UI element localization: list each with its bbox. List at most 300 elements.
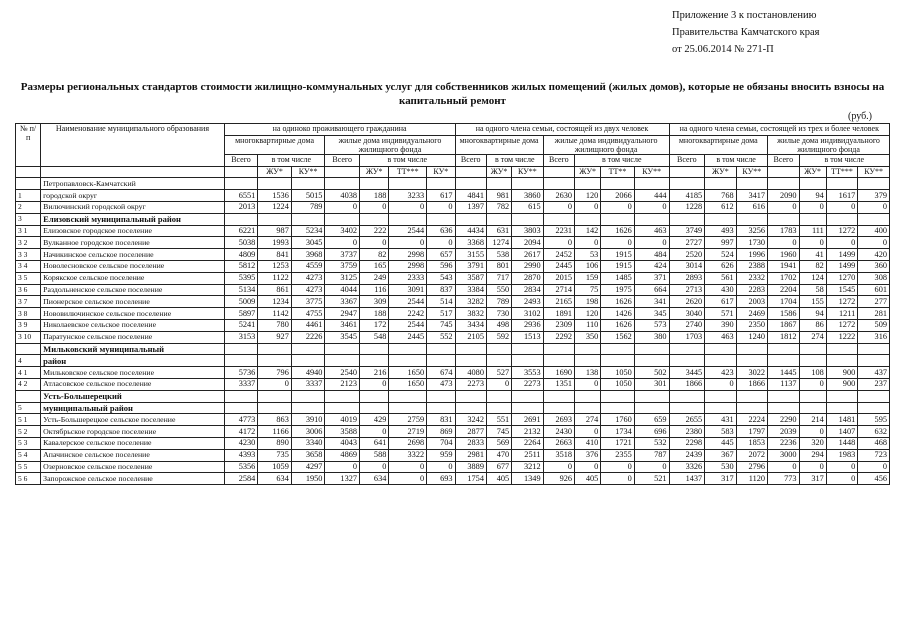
- value-cell: 5234: [291, 225, 325, 237]
- value-cell: [258, 390, 292, 402]
- municipality-name: Елизовский муниципальный район: [41, 213, 225, 225]
- value-cell: [826, 178, 857, 190]
- value-cell: 1960: [768, 249, 799, 261]
- value-cell: 1734: [601, 426, 635, 438]
- value-cell: 2039: [768, 426, 799, 438]
- value-cell: 0: [360, 461, 389, 473]
- value-cell: 4044: [325, 284, 360, 296]
- value-cell: 0: [543, 461, 574, 473]
- value-cell: 0: [389, 473, 427, 485]
- value-cell: 2714: [543, 284, 574, 296]
- value-cell: 0: [543, 237, 574, 249]
- value-cell: 1445: [768, 367, 799, 379]
- value-cell: 111: [799, 225, 826, 237]
- value-cell: 543: [427, 272, 455, 284]
- value-cell: 1397: [455, 201, 486, 213]
- value-cell: 4559: [291, 260, 325, 272]
- value-cell: 2947: [325, 308, 360, 320]
- value-cell: 5812: [224, 260, 258, 272]
- value-cell: 2090: [768, 190, 799, 202]
- value-cell: 4434: [455, 225, 486, 237]
- value-cell: 470: [486, 449, 511, 461]
- value-cell: 2544: [389, 319, 427, 331]
- value-cell: 538: [486, 249, 511, 261]
- value-cell: 981: [486, 190, 511, 202]
- value-cell: 2617: [512, 249, 543, 261]
- value-cell: [325, 390, 360, 402]
- value-cell: [799, 402, 826, 414]
- value-cell: 2893: [669, 272, 705, 284]
- value-cell: 1867: [768, 319, 799, 331]
- municipality-name: Начикинское сельское поселение: [41, 249, 225, 261]
- value-cell: 4809: [224, 249, 258, 261]
- table-row: [16, 355, 890, 367]
- value-cell: 5736: [224, 367, 258, 379]
- value-cell: 94: [799, 308, 826, 320]
- value-cell: 730: [486, 308, 511, 320]
- value-cell: [291, 178, 325, 190]
- value-cell: 379: [858, 190, 890, 202]
- header-incl: в том числе: [799, 154, 889, 166]
- value-cell: 1272: [826, 225, 857, 237]
- value-cell: [427, 343, 455, 355]
- value-cell: [360, 402, 389, 414]
- table-row: [16, 473, 890, 485]
- value-cell: 3000: [768, 449, 799, 461]
- header-apartments-1: многоквартирные дома: [224, 135, 325, 154]
- value-cell: 0: [601, 461, 635, 473]
- value-cell: 2719: [389, 426, 427, 438]
- value-cell: [826, 402, 857, 414]
- value-cell: 0: [601, 473, 635, 485]
- header-group-two: на одного члена семьи, состоящей из двух человек: [455, 124, 669, 136]
- value-cell: 2870: [512, 272, 543, 284]
- header-zhu: ЖУ*: [705, 166, 736, 178]
- value-cell: 1142: [258, 308, 292, 320]
- value-cell: 787: [634, 449, 669, 461]
- value-cell: 3658: [291, 449, 325, 461]
- value-cell: [575, 213, 601, 225]
- appendix-line-3: от 25.06.2014 № 271-П: [672, 44, 774, 55]
- municipality-name: Усть-Большерецкий: [41, 390, 225, 402]
- value-cell: 281: [858, 308, 890, 320]
- value-cell: 595: [858, 414, 890, 426]
- value-cell: 3759: [325, 260, 360, 272]
- value-cell: [858, 402, 890, 414]
- value-cell: 863: [258, 414, 292, 426]
- value-cell: 498: [486, 319, 511, 331]
- header-total: Всего: [325, 154, 360, 166]
- municipality-name: Паратунское сельское поселение: [41, 331, 225, 343]
- value-cell: [669, 213, 705, 225]
- value-cell: 0: [325, 461, 360, 473]
- value-cell: 165: [360, 260, 389, 272]
- municipality-name: Октябрьское городское поселение: [41, 426, 225, 438]
- value-cell: 0: [799, 237, 826, 249]
- value-cell: 4773: [224, 414, 258, 426]
- value-cell: 5395: [224, 272, 258, 284]
- value-cell: 583: [705, 426, 736, 438]
- value-cell: 110: [575, 319, 601, 331]
- table-row: [16, 201, 890, 213]
- value-cell: [258, 178, 292, 190]
- value-cell: 659: [634, 414, 669, 426]
- value-cell: 1211: [826, 308, 857, 320]
- value-cell: 249: [360, 272, 389, 284]
- table-row: [16, 237, 890, 249]
- value-cell: [291, 390, 325, 402]
- value-cell: [389, 343, 427, 355]
- value-cell: 1703: [669, 331, 705, 343]
- value-cell: 1234: [258, 296, 292, 308]
- value-cell: [325, 402, 360, 414]
- value-cell: 316: [858, 331, 890, 343]
- value-cell: 1120: [736, 473, 767, 485]
- value-cell: 2094: [512, 237, 543, 249]
- value-cell: 3417: [736, 190, 767, 202]
- value-cell: 997: [705, 237, 736, 249]
- value-cell: [389, 178, 427, 190]
- value-cell: [325, 178, 360, 190]
- value-cell: 612: [705, 201, 736, 213]
- value-cell: [768, 390, 799, 402]
- table-row: [16, 260, 890, 272]
- value-cell: 530: [705, 461, 736, 473]
- value-cell: 717: [486, 272, 511, 284]
- value-cell: 317: [705, 473, 736, 485]
- value-cell: 1783: [768, 225, 799, 237]
- value-cell: 0: [799, 426, 826, 438]
- value-cell: 456: [858, 473, 890, 485]
- value-cell: [669, 390, 705, 402]
- value-cell: [486, 402, 511, 414]
- value-cell: 360: [858, 260, 890, 272]
- row-number: 3 4: [16, 260, 41, 272]
- value-cell: [575, 402, 601, 414]
- value-cell: 1407: [826, 426, 857, 438]
- value-cell: [512, 343, 543, 355]
- value-cell: [768, 402, 799, 414]
- value-cell: [858, 390, 890, 402]
- value-cell: 1426: [601, 308, 635, 320]
- value-cell: 3367: [325, 296, 360, 308]
- value-cell: [543, 178, 574, 190]
- value-cell: 801: [486, 260, 511, 272]
- value-cell: [389, 390, 427, 402]
- value-cell: 1499: [826, 249, 857, 261]
- value-cell: 0: [360, 201, 389, 213]
- value-cell: 2544: [389, 225, 427, 237]
- value-cell: 2132: [512, 426, 543, 438]
- value-cell: 2298: [669, 437, 705, 449]
- value-cell: 693: [427, 473, 455, 485]
- value-cell: 1222: [826, 331, 857, 343]
- value-cell: 723: [858, 449, 890, 461]
- value-cell: 1975: [601, 284, 635, 296]
- value-cell: 3256: [736, 225, 767, 237]
- value-cell: 237: [858, 378, 890, 390]
- municipality-name: Усть-Большерецкое сельское поселение: [41, 414, 225, 426]
- value-cell: [705, 343, 736, 355]
- value-cell: 0: [826, 461, 857, 473]
- value-cell: [291, 402, 325, 414]
- value-cell: [601, 178, 635, 190]
- value-cell: 380: [634, 331, 669, 343]
- value-cell: [258, 213, 292, 225]
- value-cell: [736, 343, 767, 355]
- value-cell: 773: [768, 473, 799, 485]
- municipality-name: Нововилючинское сельское поселение: [41, 308, 225, 320]
- value-cell: [427, 178, 455, 190]
- value-cell: 869: [427, 426, 455, 438]
- header-blank: [455, 166, 486, 178]
- value-cell: 2105: [455, 331, 486, 343]
- value-cell: 0: [858, 237, 890, 249]
- value-cell: 588: [360, 449, 389, 461]
- value-cell: [512, 402, 543, 414]
- value-cell: 2224: [736, 414, 767, 426]
- value-cell: 2309: [543, 319, 574, 331]
- value-cell: 2273: [512, 378, 543, 390]
- value-cell: [455, 355, 486, 367]
- value-cell: 1812: [768, 331, 799, 343]
- value-cell: 437: [858, 367, 890, 379]
- table-row: [16, 308, 890, 320]
- value-cell: 400: [858, 225, 890, 237]
- value-cell: 789: [291, 201, 325, 213]
- value-cell: 926: [543, 473, 574, 485]
- value-cell: 5009: [224, 296, 258, 308]
- value-cell: [512, 178, 543, 190]
- value-cell: [768, 355, 799, 367]
- value-cell: 2727: [669, 237, 705, 249]
- municipality-name: район: [41, 355, 225, 367]
- value-cell: 569: [486, 437, 511, 449]
- value-cell: 2013: [224, 201, 258, 213]
- value-cell: 75: [575, 284, 601, 296]
- value-cell: 0: [360, 378, 389, 390]
- value-cell: 2713: [669, 284, 705, 296]
- table-row: [16, 426, 890, 438]
- value-cell: 0: [575, 201, 601, 213]
- value-cell: [634, 402, 669, 414]
- value-cell: 4273: [291, 272, 325, 284]
- table-row: [16, 449, 890, 461]
- value-cell: 2072: [736, 449, 767, 461]
- value-cell: 4185: [669, 190, 705, 202]
- value-cell: 4869: [325, 449, 360, 461]
- value-cell: [224, 178, 258, 190]
- row-number: 4: [16, 355, 41, 367]
- value-cell: 514: [427, 296, 455, 308]
- value-cell: 1702: [768, 272, 799, 284]
- value-cell: 4230: [224, 437, 258, 449]
- header-blank: [768, 166, 799, 178]
- value-cell: 1562: [601, 331, 635, 343]
- value-cell: 1754: [455, 473, 486, 485]
- value-cell: 0: [325, 237, 360, 249]
- value-cell: 0: [575, 461, 601, 473]
- value-cell: 1915: [601, 249, 635, 261]
- value-cell: 3340: [291, 437, 325, 449]
- value-cell: 463: [705, 331, 736, 343]
- row-number: 5 3: [16, 437, 41, 449]
- value-cell: 405: [486, 473, 511, 485]
- header-apartments-3: многоквартирные дома: [669, 135, 768, 154]
- value-cell: 3889: [455, 461, 486, 473]
- value-cell: 3326: [669, 461, 705, 473]
- value-cell: 0: [634, 237, 669, 249]
- value-cell: 430: [705, 284, 736, 296]
- value-cell: 159: [575, 272, 601, 284]
- row-number: 2: [16, 201, 41, 213]
- header-no: № п/п: [16, 124, 41, 167]
- value-cell: 616: [736, 201, 767, 213]
- header-ku: КУ**: [736, 166, 767, 178]
- value-cell: 320: [799, 437, 826, 449]
- value-cell: [325, 355, 360, 367]
- value-cell: 2493: [512, 296, 543, 308]
- value-cell: 3749: [669, 225, 705, 237]
- value-cell: 3518: [543, 449, 574, 461]
- value-cell: 900: [826, 378, 857, 390]
- table-row: [16, 390, 890, 402]
- row-number: 3 6: [16, 284, 41, 296]
- value-cell: 617: [427, 190, 455, 202]
- value-cell: 0: [799, 378, 826, 390]
- value-cell: 1996: [736, 249, 767, 261]
- value-cell: 3125: [325, 272, 360, 284]
- value-cell: 1351: [543, 378, 574, 390]
- value-cell: 551: [486, 414, 511, 426]
- value-cell: 120: [575, 308, 601, 320]
- value-cell: 1626: [601, 319, 635, 331]
- value-cell: 841: [258, 249, 292, 261]
- value-cell: 0: [360, 426, 389, 438]
- value-cell: 308: [858, 272, 890, 284]
- value-cell: 3384: [455, 284, 486, 296]
- value-cell: [360, 390, 389, 402]
- header-houses-2: жилые дома индивидуального жилищного фонда: [543, 135, 669, 154]
- value-cell: 3368: [455, 237, 486, 249]
- value-cell: 2439: [669, 449, 705, 461]
- value-cell: 552: [427, 331, 455, 343]
- row-number: 3: [16, 213, 41, 225]
- value-cell: [389, 402, 427, 414]
- header-zhu: ЖУ*: [486, 166, 511, 178]
- value-cell: [858, 355, 890, 367]
- value-cell: [705, 355, 736, 367]
- value-cell: [543, 402, 574, 414]
- row-number: 3 2: [16, 237, 41, 249]
- value-cell: 987: [258, 225, 292, 237]
- municipality-name: Вилючинский городской округ: [41, 201, 225, 213]
- row-number: 3 7: [16, 296, 41, 308]
- table-row: [16, 213, 890, 225]
- header-apartments-2: многоквартирные дома: [455, 135, 543, 154]
- value-cell: [427, 355, 455, 367]
- row-number: 4 1: [16, 367, 41, 379]
- value-cell: 2452: [543, 249, 574, 261]
- value-cell: 3434: [455, 319, 486, 331]
- appendix-line-2: Правительства Камчатского края: [672, 27, 820, 38]
- value-cell: 2655: [669, 414, 705, 426]
- header-total: Всего: [455, 154, 486, 166]
- header-group-single: на одиноко проживающего гражданина: [224, 124, 455, 136]
- value-cell: 2290: [768, 414, 799, 426]
- value-cell: [224, 213, 258, 225]
- value-cell: 222: [360, 225, 389, 237]
- row-number: [16, 343, 41, 355]
- value-cell: 3014: [669, 260, 705, 272]
- value-cell: 1797: [736, 426, 767, 438]
- value-cell: 2236: [768, 437, 799, 449]
- row-number: 1: [16, 190, 41, 202]
- value-cell: 0: [258, 378, 292, 390]
- value-cell: [543, 343, 574, 355]
- value-cell: 0: [858, 201, 890, 213]
- value-cell: 626: [705, 260, 736, 272]
- value-cell: 429: [360, 414, 389, 426]
- value-cell: 3832: [455, 308, 486, 320]
- appendix-line-1: Приложение 3 к постановлению: [672, 10, 817, 21]
- value-cell: 596: [427, 260, 455, 272]
- value-cell: 1272: [826, 296, 857, 308]
- header-total: Всего: [669, 154, 705, 166]
- value-cell: 1437: [669, 473, 705, 485]
- value-cell: 890: [258, 437, 292, 449]
- value-cell: 2015: [543, 272, 574, 284]
- value-cell: 782: [486, 201, 511, 213]
- value-cell: 2796: [736, 461, 767, 473]
- value-cell: 0: [601, 201, 635, 213]
- value-cell: 4038: [325, 190, 360, 202]
- header-houses-1: жилые дома индивидуального жилищного фонда: [325, 135, 455, 154]
- value-cell: 900: [826, 367, 857, 379]
- value-cell: 1122: [258, 272, 292, 284]
- value-cell: 3091: [389, 284, 427, 296]
- value-cell: 445: [705, 437, 736, 449]
- row-number: [16, 178, 41, 190]
- value-cell: [360, 343, 389, 355]
- value-cell: 2066: [601, 190, 635, 202]
- value-cell: [389, 213, 427, 225]
- row-number: 3 8: [16, 308, 41, 320]
- value-cell: 53: [575, 249, 601, 261]
- value-cell: [360, 178, 389, 190]
- value-cell: [858, 213, 890, 225]
- value-cell: 1760: [601, 414, 635, 426]
- value-cell: [736, 355, 767, 367]
- value-cell: 789: [486, 296, 511, 308]
- value-cell: [634, 390, 669, 402]
- value-cell: 3282: [455, 296, 486, 308]
- value-cell: [486, 390, 511, 402]
- value-cell: [427, 402, 455, 414]
- value-cell: 641: [360, 437, 389, 449]
- table-row: [16, 461, 890, 473]
- value-cell: [224, 390, 258, 402]
- value-cell: 2226: [291, 331, 325, 343]
- value-cell: 2998: [389, 249, 427, 261]
- value-cell: 5134: [224, 284, 258, 296]
- row-number: [16, 390, 41, 402]
- value-cell: 2740: [669, 319, 705, 331]
- value-cell: 2936: [512, 319, 543, 331]
- header-zhu: ЖУ*: [799, 166, 826, 178]
- value-cell: 405: [575, 473, 601, 485]
- value-cell: 615: [512, 201, 543, 213]
